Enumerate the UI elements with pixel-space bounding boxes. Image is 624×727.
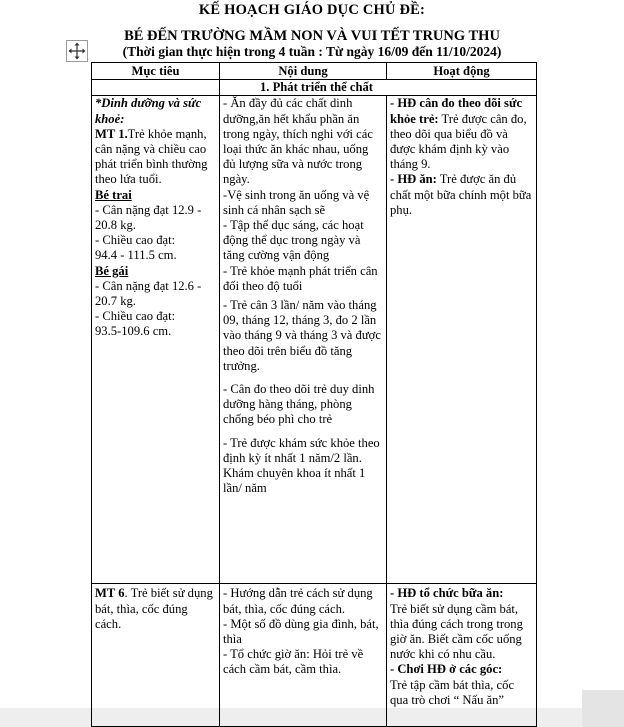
content-cell [220, 96, 387, 584]
document-title: KẾ HOẠCH GIÁO DỤC CHỦ ĐỀ: [198, 2, 426, 18]
content-item: - Trẻ cân 3 lần/ năm vào tháng 09, tháng 12, tháng 3, đo 2 lần vào tháng 9 và tháng 3 và được theo dõi trên biểu đồ tăng trưởng. [223, 298, 381, 373]
goal-mt-text: . Trẻ biết sử dụng bát, thìa, cốc đúng cách. [95, 586, 213, 631]
content-item: -Vệ sinh trong ăn uống và vệ sinh cá nhân sạch sẽ [223, 187, 370, 217]
activity-cell [387, 96, 537, 584]
page-corner-strip [582, 690, 624, 727]
girls-label: Bé gái [95, 263, 129, 278]
activity-label: - HĐ cân đo theo dõi sức khỏe trẻ: [390, 96, 523, 126]
boys-height: 94.4 - 111.5 cm. [95, 248, 177, 263]
move-icon [67, 41, 87, 61]
header-activity: Hoạt động [387, 63, 537, 80]
table-move-handle[interactable] [66, 40, 88, 62]
activity-label: - HĐ ăn: [390, 172, 437, 187]
header-content: Nội dung [220, 63, 387, 80]
boys-weight: - Cân nặng đạt 12.9 - 20.8 kg. [95, 202, 202, 233]
content-item: - Tổ chức giờ ăn: Hỏi trẻ về cách cầm bát, cầm thìa. [223, 647, 364, 677]
girls-height: 93.5-109.6 cm. [95, 324, 172, 339]
table-row [92, 96, 537, 584]
content-item: Khám chuyên khoa ít nhất 1 lần/ năm [223, 466, 366, 496]
goal-mt-text: Trẻ khỏe mạnh, cân nặng và chiều cao phát triển bình thường theo lứa tuổi. [95, 126, 208, 187]
section-row [92, 80, 537, 96]
goal-mt-label: MT 6 [95, 586, 125, 601]
goal-heading: *Dinh dưỡng và sức khoẻ: [95, 96, 202, 126]
content-item: - Một số đồ dùng gia đình, bát, thìa [223, 616, 379, 647]
content-item: - Cân đo theo dõi trẻ duy dinh dưỡng hàng tháng, phòng chống béo phì cho trẻ [223, 382, 375, 427]
content-item: - Tập thể dục sáng, các hoạt động thể dục trong ngày và tăng cường vận động [223, 218, 364, 263]
content-item: - Hướng dẫn trẻ cách sử dụng bát, thìa, cốc đúng cách. [223, 586, 373, 616]
activity-text: Trẻ tập cầm bát thìa, cốc qua trò chơi “ Nấu ăn” [390, 677, 515, 707]
activity-label: - Chơi HĐ ở các góc: [390, 662, 503, 677]
document-time-range: (Thời gian thực hiện trong 4 tuần : Từ ngày 16/09 đến 11/10/2024) [122, 44, 502, 59]
goal-mt-label: MT 1. [95, 126, 128, 141]
section-title: 1. Phát triển thể chất [220, 80, 537, 96]
boys-label: Bé trai [95, 187, 132, 202]
boys-height-label: - Chiều cao đạt: [95, 233, 176, 248]
document-subtitle: BÉ ĐẾN TRƯỜNG MẦM NON VÀ VUI TẾT TRUNG THU [124, 28, 500, 44]
girls-height-label: - Chiều cao đạt: [95, 309, 176, 324]
table-header-row [92, 63, 537, 80]
goal-cell [92, 96, 220, 584]
header-goal: Mục tiêu [92, 63, 220, 80]
content-cell [220, 584, 387, 727]
education-plan-table [91, 62, 537, 727]
table-row [92, 584, 537, 727]
activity-label: - HĐ tổ chức bữa ăn: [390, 586, 504, 601]
activity-cell [387, 584, 537, 727]
activity-text: Trẻ được ăn đủ chất một bữa chính một bữa phụ. [390, 172, 532, 217]
content-item: - Trẻ được khám sức khỏe theo định kỳ ít nhất 1 năm/2 lần. [223, 435, 380, 465]
activity-text: Trẻ biết sử dụng cầm bát, thìa đúng cách trong trong giờ ăn. Biết cầm cốc uống nước khi có nhu cầu. [390, 601, 523, 662]
goal-cell [92, 584, 220, 727]
activity-text: Trẻ được cân đo, theo dõi qua biểu đồ và được khám định kỳ vào tháng 9. [390, 111, 527, 172]
content-item: - Trẻ khỏe mạnh phát triển cân đối theo độ tuổi [223, 263, 378, 293]
content-item: - Ăn đầy đủ các chất dinh dưỡng,ăn hết khẩu phần ăn trong ngày, thích nghi với các loại thức ăn khác nhau, uống đủ lượng sữa và nước trong ngày. [223, 96, 373, 187]
girls-weight: - Cân nặng đạt 12.6 - 20.7 kg. [95, 278, 202, 309]
